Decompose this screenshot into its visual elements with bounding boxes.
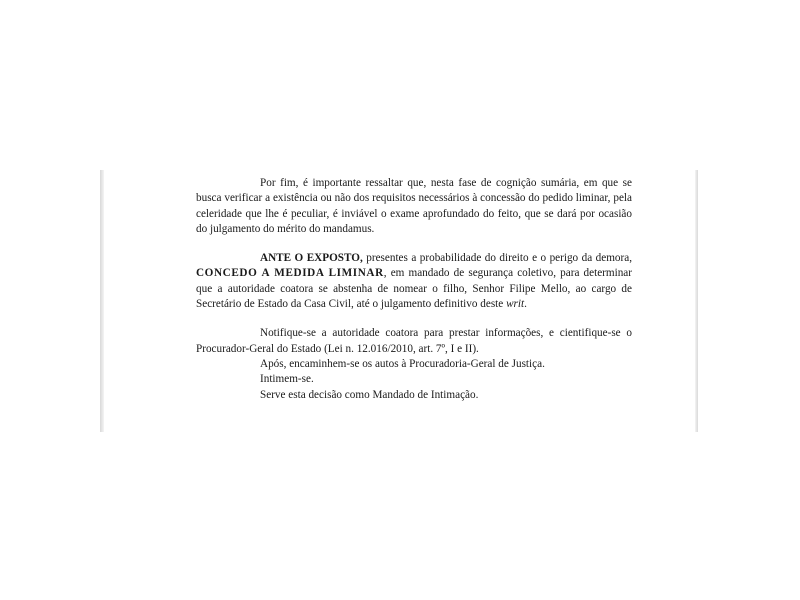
paragraph-final-considerations: Por fim, é importante ressaltar que, nesta fase de cognição sumária, em que se busca verificar a existência ou não dos requisitos necessários à concessão do pedido liminar, pela celeridade que lhe é peculiar, é inviável o exame aprofundado do feito, que se dará por ocasião do julgamento do mérito do mandamus.: [196, 177, 632, 235]
writ-text: writ: [506, 298, 525, 311]
concedo-medida-liminar-text: CONCEDO A MEDIDA LIMINAR: [196, 267, 384, 280]
page-right-edge: [695, 170, 698, 432]
decision-end: .: [524, 298, 527, 311]
paragraph-intimem: Intimem-se.: [260, 373, 314, 386]
paragraph-serve: Serve esta decisão como Mandado de Intimação.: [260, 388, 479, 401]
page-left-edge: [100, 170, 104, 432]
decision-text-a: presentes a probabilidade do direito e o perigo da demora,: [362, 252, 632, 265]
paragraph-decision: [196, 251, 632, 312]
decision-text-b: , em mandado de segurança coletivo, para determinar que a autoridade coatora se abstenha de nomear o filho, Senhor Filipe Mello, ao cargo de Secretário de Estado da Casa Civil, até o julgamento definitivo deste: [196, 267, 632, 311]
paragraph-notification: Notifique-se a autoridade coatora para prestar informações, e cientifique-se o Procurador-Geral do Estado (Lei n. 12.016/2010, art. 7º, I e II).: [196, 327, 632, 355]
paragraph-forwarding: Após, encaminhem-se os autos à Procuradoria-Geral de Justiça.: [260, 357, 545, 370]
ante-o-exposto-text: ANTE O EXPOSTO,: [260, 252, 363, 265]
document-body: [196, 176, 632, 403]
